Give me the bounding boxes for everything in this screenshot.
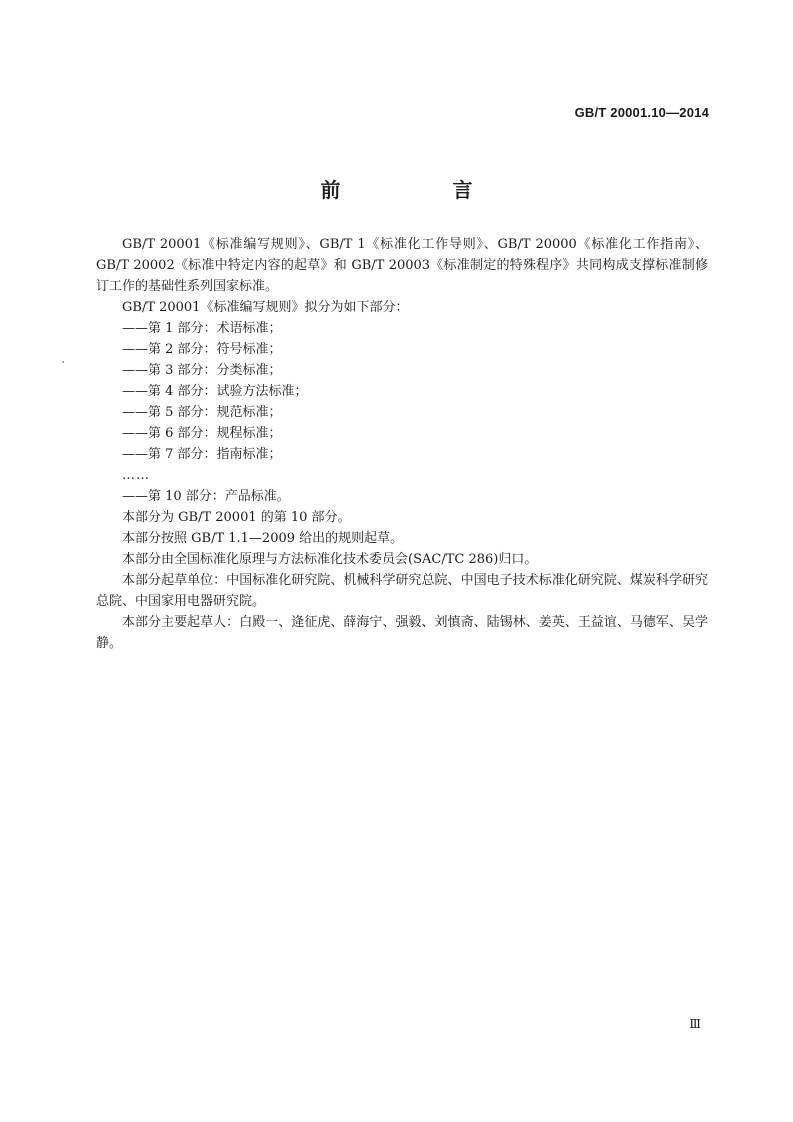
document-body — [96, 234, 708, 654]
standard-code: GB/T 20001.10—2014 — [574, 105, 709, 120]
part-item-1: ——第 1 部分：术语标准； — [122, 321, 282, 336]
page-number: Ⅲ — [689, 1017, 701, 1031]
intro-paragraph: GB/T 20001《标准编写规则》、GB/T 1《标准化工作导则》、GB/T 20000《标准化工作指南》、GB/T 20002《标准中特定内容的起草》和 GB/T 20003《标准制定的特殊程序》共同构成支撑标准制修订工作的基础性系列国家标准。 — [96, 237, 708, 294]
committee-statement: 本部分由全国标准化原理与方法标准化技术委员会(SAC/TC 286)归口。 — [122, 552, 538, 567]
part-item-5: ——第 5 部分：规范标准； — [122, 405, 282, 420]
part-item-4: ——第 4 部分：试验方法标准； — [122, 384, 308, 399]
part-statement: 本部分为 GB/T 20001 的第 10 部分。 — [122, 510, 351, 525]
parts-ellipsis: …… — [122, 468, 150, 483]
part-item-3: ——第 3 部分：分类标准； — [122, 363, 282, 378]
page-title: 前 言 — [320, 178, 519, 202]
drafters-statement: 本部分主要起草人：白殿一、逄征虎、薛海宁、强毅、刘慎斋、陆锡林、姜英、王益谊、马德军、吴学静。 — [96, 615, 708, 651]
drafting-rules-statement: 本部分按照 GB/T 1.1—2009 给出的规则起草。 — [122, 531, 404, 546]
drafting-units-statement: 本部分起草单位：中国标准化研究院、机械科学研究总院、中国电子技术标准化研究院、煤炭科学研究总院、中国家用电器研究院。 — [96, 573, 708, 609]
part-item-7: ——第 7 部分：指南标准； — [122, 447, 282, 462]
part-item-10: ——第 10 部分：产品标准。 — [122, 489, 290, 504]
part-item-2: ——第 2 部分：符号标准； — [122, 342, 282, 357]
scan-speck — [62, 361, 64, 363]
part-item-6: ——第 6 部分：规程标准； — [122, 426, 282, 441]
parts-intro-paragraph: GB/T 20001《标准编写规则》拟分为如下部分： — [122, 300, 409, 315]
